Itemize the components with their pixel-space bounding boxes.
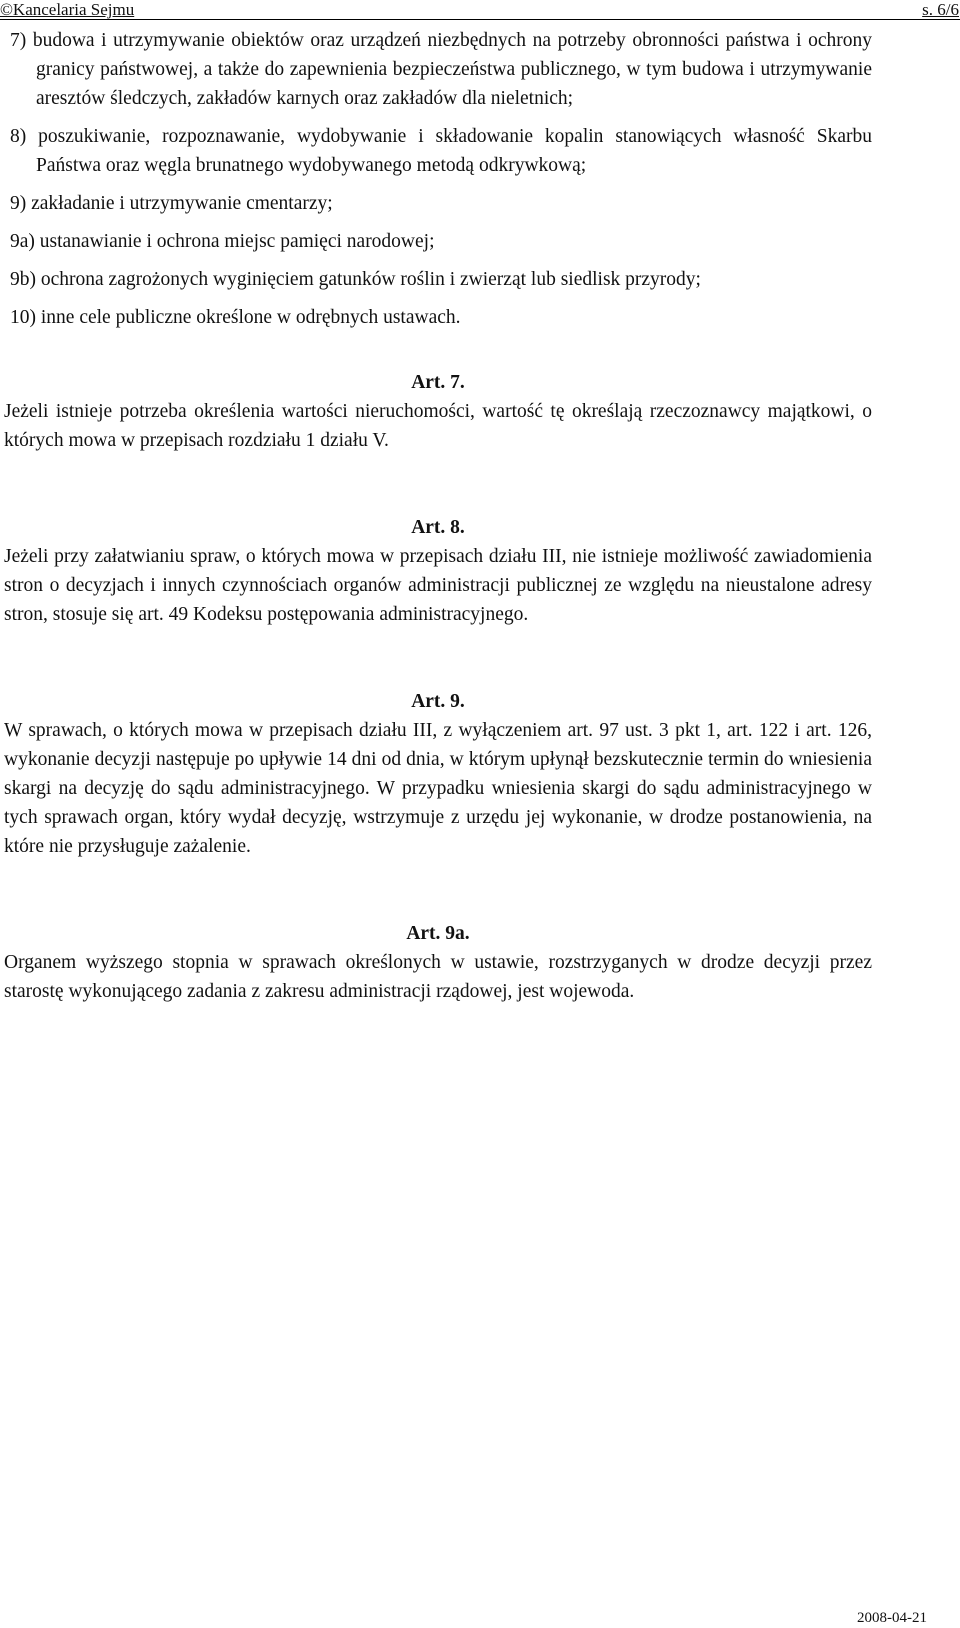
document-body — [4, 26, 872, 1006]
header-rule — [0, 19, 960, 20]
article-9a-text: Organem wyższego stopnia w sprawach określonych w ustawie, rozstrzyganych w drodze decyzji przez starostę wykonującego zadania z zakresu administracji rządowej, jest wojewoda. — [4, 952, 872, 1002]
header-source: ©Kancelaria Sejmu — [0, 0, 135, 19]
article-7-text: Jeżeli istnieje potrzeba określenia wartości nieruchomości, wartość tę określają rzeczoznawcy majątkowi, o których mowa w przepisach rozdziału 1 działu V. — [4, 401, 872, 451]
article-9-text: W sprawach, o których mowa w przepisach działu III, z wyłączeniem art. 97 ust. 3 pkt 1, art. 122 i art. 126, wykonanie decyzji następuje po upływie 14 dni od dnia, w którym upłynął bezskutecznie termin do wniesienia skargi na decyzję do sądu administracyjnego. W przypadku wniesienia skargi do sądu administracyjnego w tych sprawach organ, który wydał decyzję, wstrzymuje z urzędu jej wykonanie, w drodze postanowienia, na które nie przysługuje zażalenie. — [4, 720, 872, 857]
article-8-heading: Art. 8. — [411, 517, 465, 538]
list-item-7: 7) budowa i utrzymywanie obiektów oraz urządzeń niezbędnych na potrzeby obronności państwa i ochrony granicy państwowej, a także do zapewnienia bezpieczeństwa publicznego, w tym budowa i utrzymywanie aresztów śledczych, zakładów karnych oraz zakładów dla nieletnich; — [10, 30, 872, 109]
article-9-heading: Art. 9. — [411, 691, 465, 712]
list-item-10: 10) inne cele publiczne określone w odrębnych ustawach. — [10, 307, 461, 328]
article-7-heading: Art. 7. — [411, 372, 465, 393]
list-item-9a: 9a) ustanawianie i ochrona miejsc pamięci narodowej; — [10, 231, 435, 252]
list-item-9b: 9b) ochrona zagrożonych wyginięciem gatunków roślin i zwierząt lub siedlisk przyrody; — [10, 269, 701, 290]
page-number: s. 6/6 — [922, 0, 959, 19]
article-8-text: Jeżeli przy załatwianiu spraw, o których mowa w przepisach działu III, nie istnieje możliwość zawiadomienia stron o decyzjach i innych czynnościach organów administracji publicznej ze względu na nieustalone adresy stron, stosuje się art. 49 Kodeksu postępowania administracyjnego. — [4, 546, 872, 625]
article-9a-heading: Art. 9a. — [406, 923, 470, 944]
list-item-9: 9) zakładanie i utrzymywanie cmentarzy; — [10, 193, 333, 214]
footer-date: 2008-04-21 — [857, 1610, 927, 1626]
list-item-8: 8) poszukiwanie, rozpoznawanie, wydobywanie i składowanie kopalin stanowiących własność Skarbu Państwa oraz węgla brunatnego wydobywanego metodą odkrywkową; — [10, 126, 872, 176]
